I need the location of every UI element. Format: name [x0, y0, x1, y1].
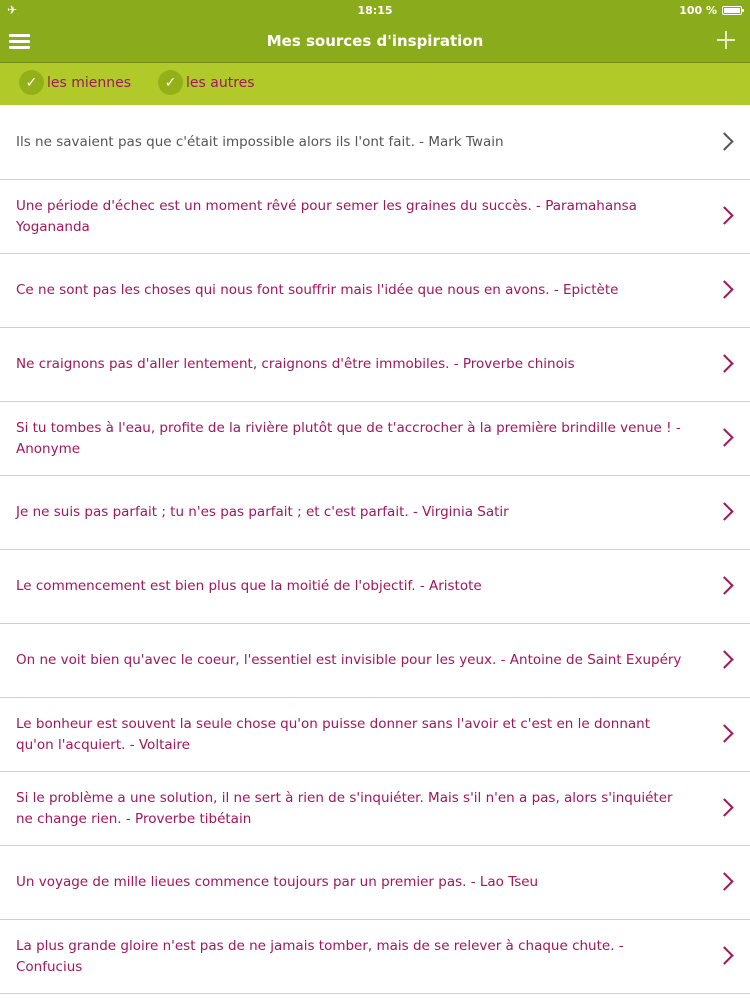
filter-others[interactable]	[158, 70, 255, 95]
nav-bar	[0, 22, 750, 63]
chevron-right-icon	[715, 724, 733, 742]
quote-text: Ils ne savaient pas que c'était impossible alors ils l'ont fait. - Mark Twain	[16, 134, 504, 150]
list-item[interactable]	[0, 476, 750, 550]
airplane-icon: ✈	[7, 3, 18, 17]
quote-text: Si le problème a une solution, il ne sert à rien de s'inquiéter. Mais s'il n'en a pas, alors s'inquiéter ne change rien. - Proverbe tibétain	[16, 789, 673, 827]
list-item[interactable]	[0, 402, 750, 476]
quote-text: La plus grande gloire n'est pas de ne jamais tomber, mais de se relever à chaque chute. - Confucius	[16, 937, 624, 975]
chevron-right-icon	[715, 428, 733, 446]
list-item[interactable]	[0, 550, 750, 624]
list-item[interactable]	[0, 698, 750, 772]
list-item[interactable]	[0, 254, 750, 328]
battery-indicator	[679, 4, 742, 17]
list-item[interactable]	[0, 846, 750, 920]
chevron-right-icon	[715, 354, 733, 372]
chevron-right-icon	[715, 280, 733, 298]
chevron-right-icon	[715, 798, 733, 816]
chevron-right-icon	[715, 576, 733, 594]
chevron-right-icon	[715, 946, 733, 964]
list-item[interactable]	[0, 180, 750, 254]
battery-percent: 100 %	[679, 4, 717, 17]
quote-text: Une période d'échec est un moment rêvé pour semer les graines du succès. - Paramahansa Yogananda	[16, 197, 637, 235]
quote-list	[0, 106, 750, 994]
chevron-right-icon	[715, 206, 733, 224]
chevron-right-icon	[715, 872, 733, 890]
chevron-right-icon	[715, 650, 733, 668]
filter-mine[interactable]	[19, 70, 131, 95]
add-quote-button[interactable]	[716, 30, 736, 50]
filter-bar	[0, 63, 750, 105]
quote-text: Le bonheur est souvent la seule chose qu'on puisse donner sans l'avoir et c'est en le donnant qu'on l'acquiert. - Voltaire	[16, 715, 651, 753]
chevron-right-icon	[715, 132, 733, 150]
list-item[interactable]	[0, 920, 750, 994]
quote-text: Ce ne sont pas les choses qui nous font souffrir mais l'idée que nous en avons. - Epictète	[16, 282, 619, 298]
filter-others-label: les autres	[186, 74, 255, 91]
quote-text: Je ne suis pas parfait ; tu n'es pas parfait ; et c'est parfait. - Virginia Satir	[16, 504, 509, 520]
quote-text: Ne craignons pas d'aller lentement, craignons d'être immobiles. - Proverbe chinois	[16, 356, 575, 372]
chevron-right-icon	[715, 502, 733, 520]
list-item[interactable]	[0, 624, 750, 698]
list-item[interactable]	[0, 106, 750, 180]
status-bar	[0, 0, 750, 22]
check-icon: ✓	[158, 70, 183, 95]
quote-text: Un voyage de mille lieues commence toujours par un premier pas. - Lao Tseu	[16, 874, 539, 890]
list-item[interactable]	[0, 772, 750, 846]
quote-text: Si tu tombes à l'eau, profite de la rivière plutôt que de t'accrocher à la première brindille venue ! - Anonyme	[16, 419, 681, 457]
filter-mine-label: les miennes	[47, 74, 132, 91]
quote-text: On ne voit bien qu'avec le coeur, l'essentiel est invisible pour les yeux. - Antoine de Saint Exupéry	[16, 652, 682, 668]
status-time: 18:15	[357, 4, 393, 17]
list-item[interactable]	[0, 328, 750, 402]
battery-icon	[722, 6, 742, 15]
page-title: Mes sources d'inspiration	[266, 32, 484, 50]
check-icon: ✓	[19, 70, 44, 95]
quote-text: Le commencement est bien plus que la moitié de l'objectif. - Aristote	[16, 578, 482, 594]
